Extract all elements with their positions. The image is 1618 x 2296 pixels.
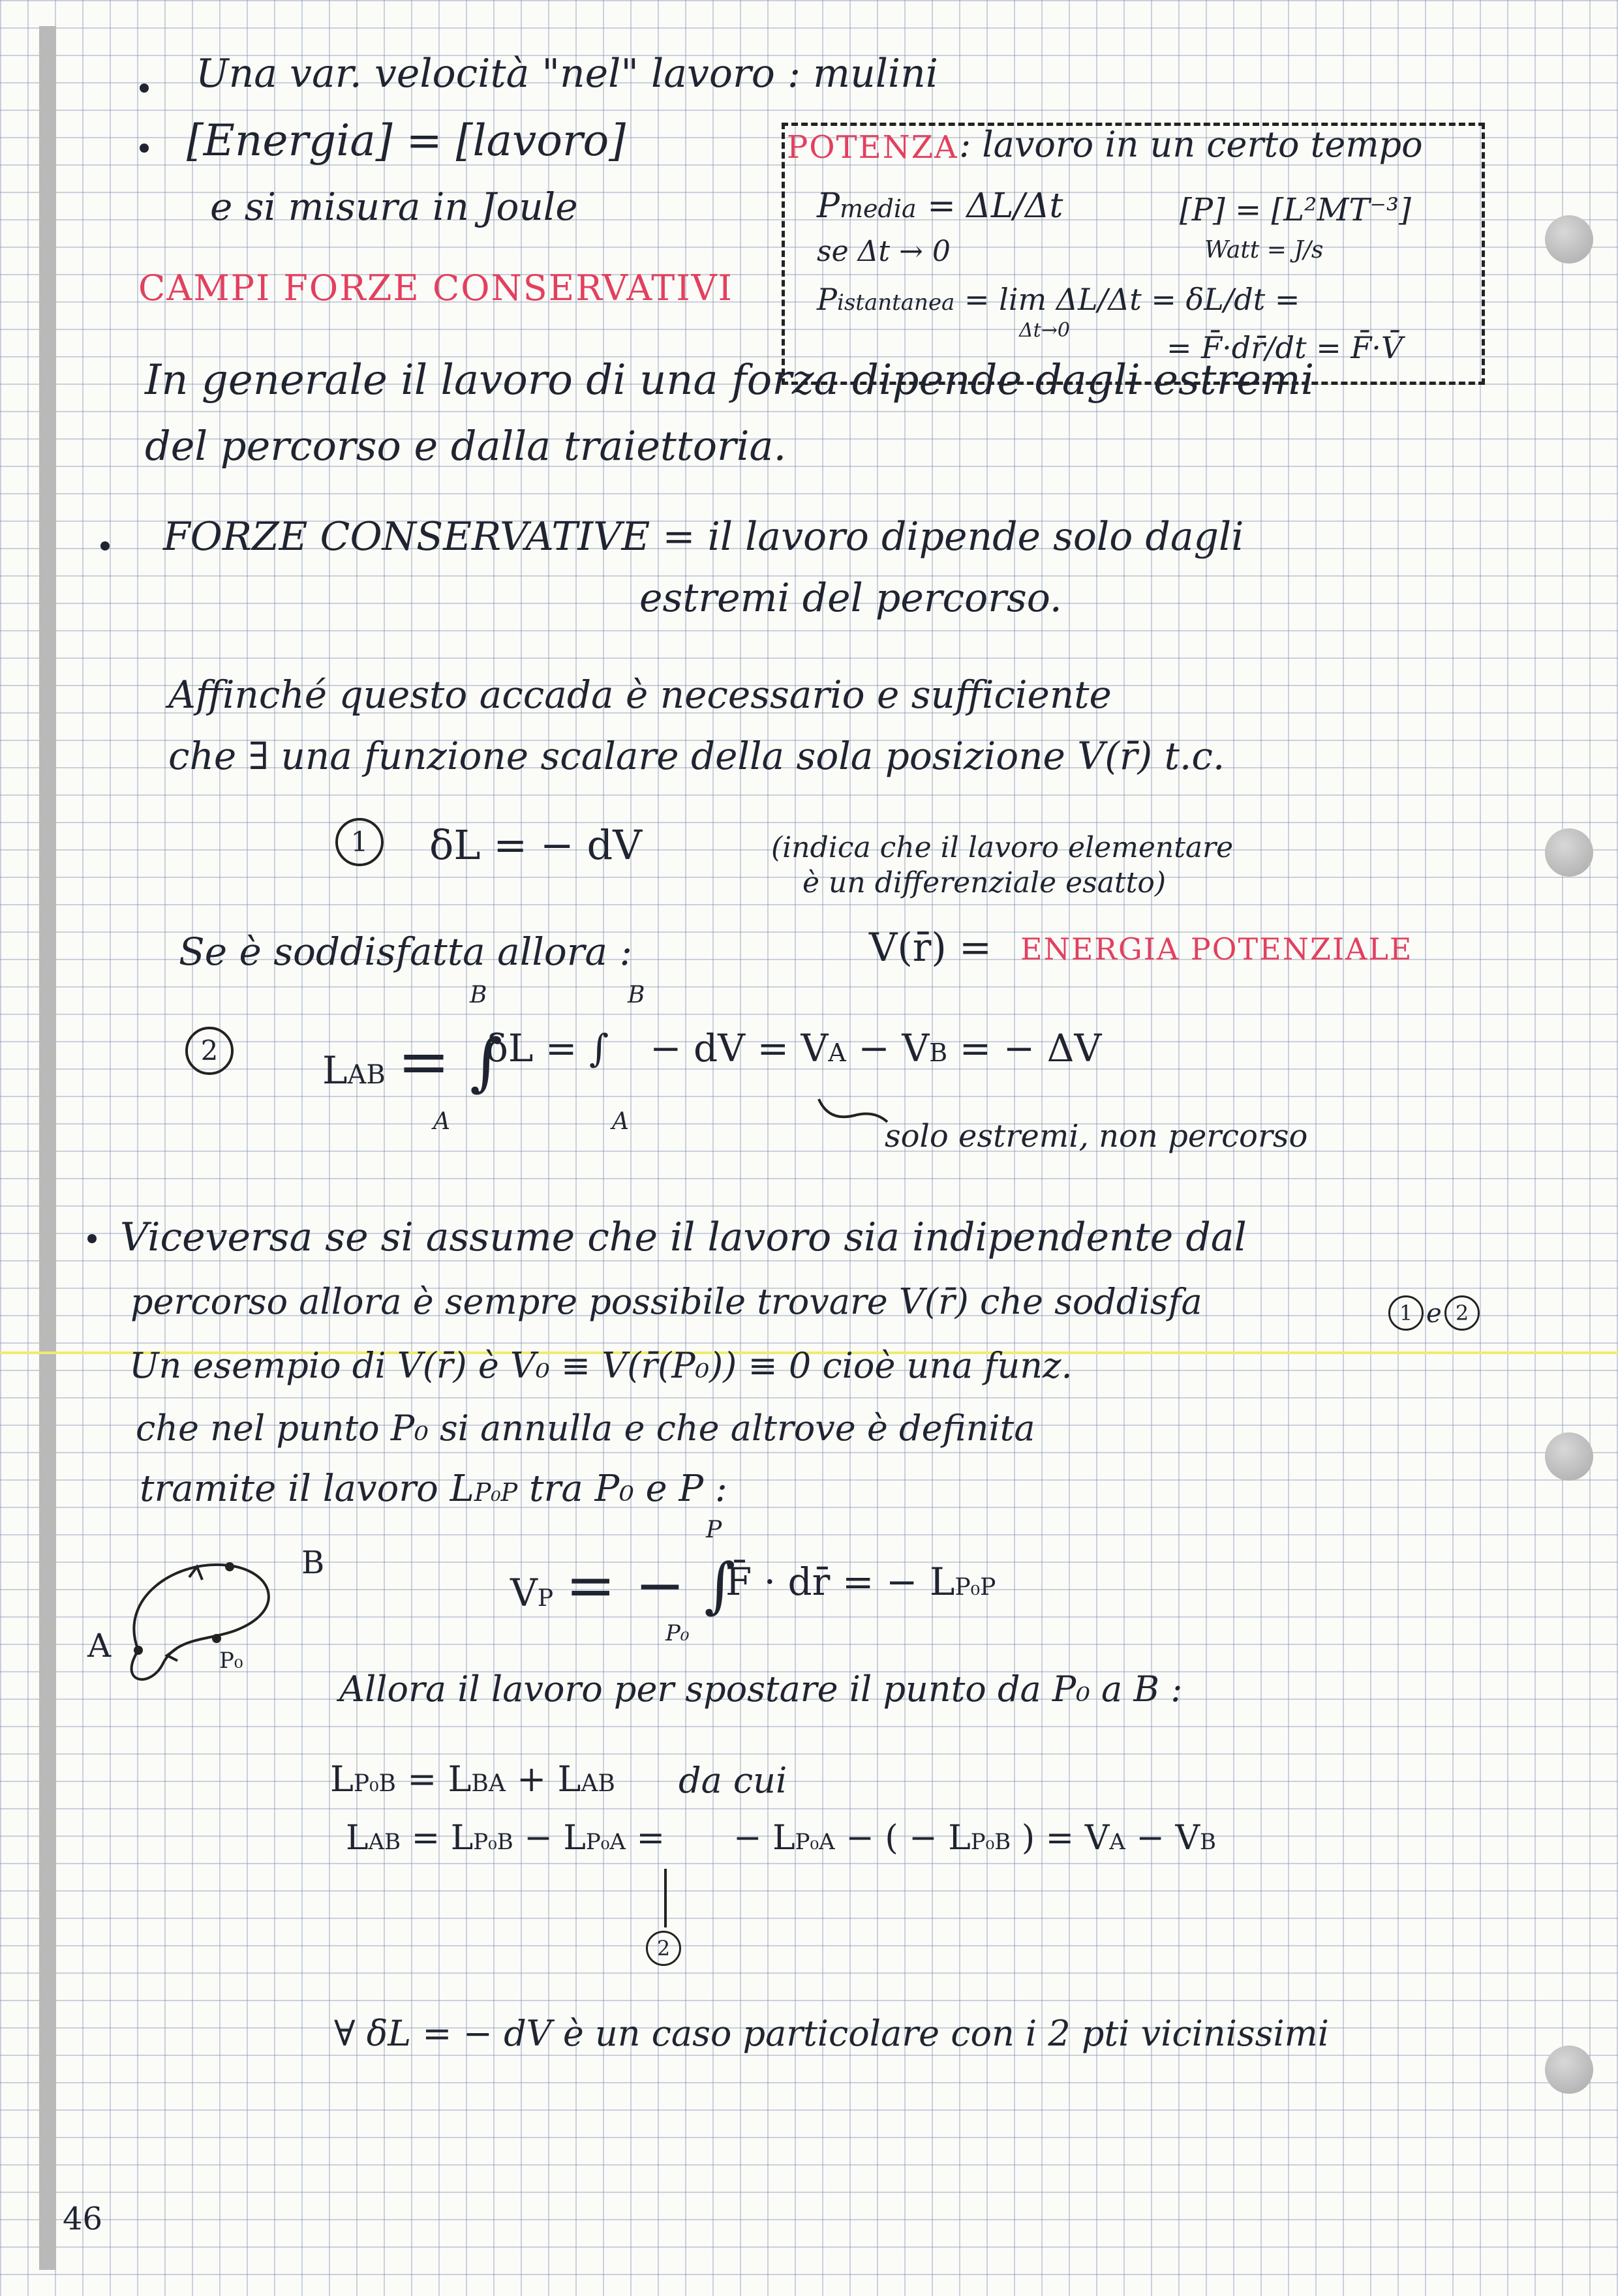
subscript: istantanea	[836, 290, 955, 316]
note-line-7: FORZE CONSERVATIVE = il lavoro dipende solo dagli	[163, 514, 1244, 560]
note-line-22: che nel punto P₀ si annulla e che altrove è definita	[136, 1408, 1035, 1449]
note-line-10: che ∃ una funzione scalare della sola posizione V(r̄) t.c.	[168, 734, 1225, 778]
subscript: P₀P	[954, 1574, 996, 1601]
symbol: L	[322, 1048, 348, 1093]
symbol: L	[330, 1759, 354, 1800]
note-line-1: Una var. velocità "nel" lavoro : mulini	[196, 51, 938, 97]
marker-1-small: 1	[1388, 1295, 1424, 1331]
expr: = − ΔV	[959, 1026, 1102, 1070]
bullet	[140, 144, 149, 153]
binder-hole	[1545, 1432, 1593, 1481]
equation-vp-rhs	[725, 1562, 996, 1603]
note-line-8: estremi del percorso.	[639, 575, 1062, 621]
note-line-13: è un differenziale esatto)	[802, 866, 1167, 899]
box-watt: Watt = J/s	[1204, 237, 1324, 264]
subscript: P₀B	[353, 1770, 396, 1797]
marker-1: 1	[335, 818, 384, 866]
equation: = lim ΔL/Δt = δL/dt =	[964, 282, 1300, 317]
marker-2-small: 2	[1444, 1295, 1480, 1331]
note-line-9: Affinché questo accada è necessario e sufficiente	[168, 672, 1112, 717]
box-limit-condition: se Δt → 0	[817, 235, 951, 268]
note-line-2: [Energia] = [lavoro]	[187, 115, 626, 166]
binder-hole	[1545, 2046, 1593, 2094]
binder-hole	[1545, 215, 1593, 264]
expr: = L	[411, 1819, 474, 1858]
box-title: POTENZA	[787, 129, 958, 166]
expr: = L	[407, 1759, 472, 1800]
integral-lower: A	[612, 1108, 629, 1135]
equation-2-part	[485, 1028, 609, 1070]
symbol: L	[346, 1819, 369, 1858]
bullet	[140, 83, 149, 93]
subscript: A	[828, 1038, 846, 1067]
potential-energy-symbol: V(r̄) =	[869, 925, 992, 971]
subscript: P₀A	[585, 1829, 626, 1855]
box-p-istantanea	[817, 283, 1300, 316]
note-line-14: Se è soddisfatta allora :	[179, 929, 633, 974]
integral-upper: B	[628, 982, 645, 1008]
integral: = − ∫	[565, 1550, 736, 1620]
equation-2	[322, 1025, 503, 1098]
potential-energy-label: ENERGIA POTENZIALE	[1020, 931, 1413, 967]
note-line-19: Viceversa se si assume che il lavoro sia indipendente dal	[120, 1215, 1247, 1260]
page-number: 46	[63, 2201, 103, 2237]
reference-stroke	[659, 1865, 672, 1937]
subscript: P₀B	[473, 1829, 513, 1855]
integral-upper: P	[706, 1517, 722, 1543]
symbol: P	[817, 187, 840, 226]
subscript: P	[537, 1585, 554, 1612]
diagram-label-b: B	[301, 1545, 325, 1581]
expr: F̄ · dr̄ = − L	[725, 1560, 955, 1604]
subscript: P₀A	[795, 1829, 835, 1855]
note-line-21: Un esempio di V(r̄) è V₀ ≡ V(r̄(P₀)) ≡ 0 cioè una funz.	[129, 1345, 1073, 1386]
subscript: AB	[581, 1770, 615, 1797]
subscript: B	[1200, 1829, 1217, 1855]
expr: − V	[858, 1026, 930, 1070]
section-heading-conservative-fields: CAMPI FORZE CONSERVATIVI	[138, 267, 733, 309]
expr: − dV = V	[650, 1026, 829, 1070]
marker-2-ref: 2	[646, 1931, 681, 1966]
note-da-cui: da cui	[679, 1760, 787, 1801]
expr: δL = ∫	[485, 1026, 609, 1070]
expr: − L	[524, 1819, 586, 1858]
bullet	[87, 1234, 97, 1243]
binder-hole	[1545, 828, 1593, 877]
text: tramite il lavoro L	[140, 1468, 474, 1510]
expr: =	[636, 1819, 665, 1858]
note-line-28: ∀ δL = − dV è un caso particolare con i 2 pti vicinissimi	[334, 2013, 1330, 2054]
equation-lab-rhs	[733, 1820, 1216, 1857]
symbol: V	[510, 1571, 538, 1615]
note-line-20: percorso allora è sempre possibile trovare V(r̄) che soddisfa	[130, 1281, 1202, 1322]
note-line-23	[140, 1469, 727, 1509]
expr: − L	[733, 1819, 795, 1858]
note-line-18: solo estremi, non percorso	[885, 1118, 1308, 1155]
subscript: B	[929, 1038, 948, 1067]
box-dimension: [P] = [L²MT⁻³]	[1180, 192, 1411, 228]
integral: = ∫	[397, 1025, 503, 1098]
equation-lab	[346, 1820, 665, 1857]
expr: + L	[517, 1759, 581, 1800]
equation: = ΔL/Δt	[927, 187, 1063, 226]
equation-vp	[510, 1552, 735, 1618]
page-margin-bar	[39, 26, 56, 2270]
equation-lp0b	[330, 1760, 615, 1798]
equation-2-rhs	[650, 1028, 1101, 1070]
box-last-equation: = F̄·dr̄/dt = F̄·V̄	[1167, 330, 1403, 365]
subscript: AB	[347, 1060, 386, 1090]
diagram-label-p0: P₀	[219, 1648, 243, 1674]
note-line-25: Allora il lavoro per spostare il punto da P₀ a B :	[339, 1669, 1183, 1710]
note-line-6: del percorso e dalla traiettoria.	[145, 422, 787, 470]
subscript: P₀P	[474, 1478, 518, 1507]
marker-conjunction: e	[1426, 1299, 1442, 1329]
path-diagram	[78, 1539, 326, 1709]
subscript: A	[1109, 1829, 1125, 1855]
subscript: P₀B	[970, 1829, 1011, 1855]
integral-lower: A	[433, 1108, 450, 1135]
subscript: BA	[471, 1770, 506, 1797]
underbrace-mark	[816, 1096, 894, 1135]
diagram-label-a: A	[87, 1627, 112, 1665]
note-line-5: In generale il lavoro di una forza dipende dagli estremi	[145, 356, 1315, 404]
integral-lower: P₀	[665, 1620, 690, 1646]
box-title-rest: : lavoro in un certo tempo	[959, 124, 1423, 165]
marker-2: 2	[185, 1027, 234, 1075]
note-line-12: (indica che il lavoro elementare	[771, 831, 1234, 864]
integral-upper: B	[470, 982, 487, 1008]
subscript: AB	[368, 1829, 401, 1855]
note-line-3: e si misura in Joule	[210, 185, 578, 229]
box-p-media	[817, 188, 1063, 225]
text: tra P₀ e P :	[529, 1468, 727, 1510]
equation-1: δL = − dV	[429, 821, 642, 869]
subscript: media	[840, 194, 917, 223]
expr: − V	[1136, 1819, 1200, 1858]
box-limit-subscript: Δt→0	[1019, 319, 1070, 342]
symbol: P	[817, 282, 837, 317]
expr: − ( − L	[846, 1819, 971, 1858]
expr: ) = V	[1021, 1819, 1110, 1858]
bullet	[100, 541, 110, 551]
